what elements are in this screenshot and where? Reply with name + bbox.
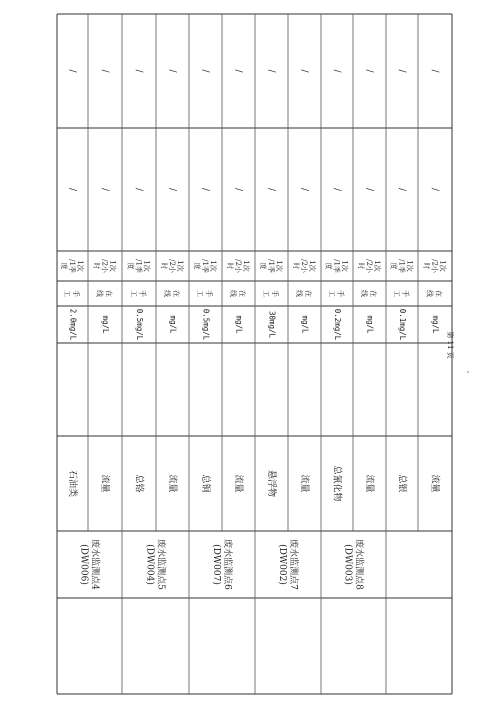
mode-cell: 在线 [163,290,180,297]
mode-cell: 手工 [262,290,279,297]
value-cell-1: / [429,187,440,192]
limit-cell: 0.1mg/L [398,308,407,341]
frequency-cell: 1次/1季度 [389,259,414,273]
value-cell-1: / [200,187,210,192]
limit-cell: 0.2mg/L [333,308,342,341]
value-cell-2: / [200,69,210,73]
mode-cell: 在线 [425,290,443,297]
value-cell-2: / [364,69,374,73]
mode-cell: 在线 [229,290,246,297]
limit-cell: mg/L [365,315,375,334]
parameter-cell: 流量 [364,474,374,493]
monitoring-point-cell: 废水监测点8(DW003) [342,539,364,590]
limit-cell: mg/L [431,315,440,334]
frequency-cell: 1次/1季度 [324,259,349,273]
parameter-cell: 石油类 [67,469,77,498]
parameter-cell: 总银 [396,474,407,493]
frequency-cell: 1次/2小时 [92,259,117,273]
frequency-cell: 1次/2小时 [357,259,381,273]
limit-cell: 2.0mg/L [68,308,78,341]
parameter-cell: 流量 [167,474,177,493]
value-cell-1: / [266,187,276,192]
page-number: 第 11 页 [446,331,454,359]
value-cell-1: / [331,187,342,192]
frequency-cell: 1次/2小时 [160,259,184,273]
mode-cell: 手工 [327,290,345,297]
monitoring-point-cell: 废水监测点4(DW006) [78,539,100,590]
value-cell-2: / [396,69,407,73]
limit-cell: 30mg/L [267,310,277,339]
frequency-cell: 1次/2小时 [292,259,316,273]
value-cell-1: / [233,187,243,192]
parameter-cell: 流量 [299,474,309,493]
monitoring-point-cell: 废水监测点7(DW002) [277,539,298,590]
mode-cell: 手工 [196,290,213,297]
monitoring-point-cell: 废水监测点6(DW007) [211,539,232,590]
parameter-cell: 总铜 [200,474,210,493]
table-body [60,69,448,590]
limit-cell: mg/L [300,315,310,334]
limit-cell: mg/L [168,315,178,334]
value-cell-2: / [133,69,144,73]
value-cell-2: / [429,69,440,73]
mode-cell: 在线 [295,290,312,297]
mode-cell: 手工 [129,290,147,297]
limit-cell: mg/L [101,315,110,334]
value-cell-1: / [99,187,110,192]
frequency-cell: 1次/1季度 [60,259,84,273]
parameter-cell: 悬浮物 [266,469,276,498]
value-cell-2: / [67,69,77,73]
value-cell-1: / [364,187,374,192]
value-cell-1: / [133,187,144,192]
value-cell-2: / [99,69,110,73]
mode-cell: 在线 [95,290,113,297]
value-cell-1: / [299,187,309,192]
value-cell-2: / [331,69,342,73]
table-grid [57,14,452,694]
frequency-cell: 1次/2小时 [422,259,447,273]
mode-cell: 手工 [63,290,80,297]
limit-cell: mg/L [234,315,244,334]
frequency-cell: 1次/1季度 [126,259,151,273]
limit-cell: 0.5mg/L [201,308,211,341]
value-cell-2: / [266,69,276,73]
value-cell-2: / [233,69,243,73]
parameter-cell: 总铬 [133,474,144,493]
parameter-cell: 流量 [99,474,110,493]
scan-speck [467,371,469,373]
value-cell-1: / [67,187,77,192]
value-cell-1: / [396,187,407,192]
parameter-cell: 总氰化物 [331,465,342,502]
frequency-cell: 1次/1季度 [193,259,217,273]
mode-cell: 在线 [360,290,377,297]
monitoring-point-cell: 废水监测点5(DW004) [144,539,166,590]
frequency-cell: 1次/2小时 [226,259,250,273]
frequency-cell: 1次/1季度 [259,259,283,273]
value-cell-2: / [299,69,309,73]
mode-cell: 手工 [392,290,410,297]
value-cell-1: / [167,187,177,192]
parameter-cell: 流量 [233,474,243,493]
limit-cell: 0.5mg/L [135,308,144,341]
value-cell-2: / [167,69,177,73]
parameter-cell: 流量 [429,474,440,493]
